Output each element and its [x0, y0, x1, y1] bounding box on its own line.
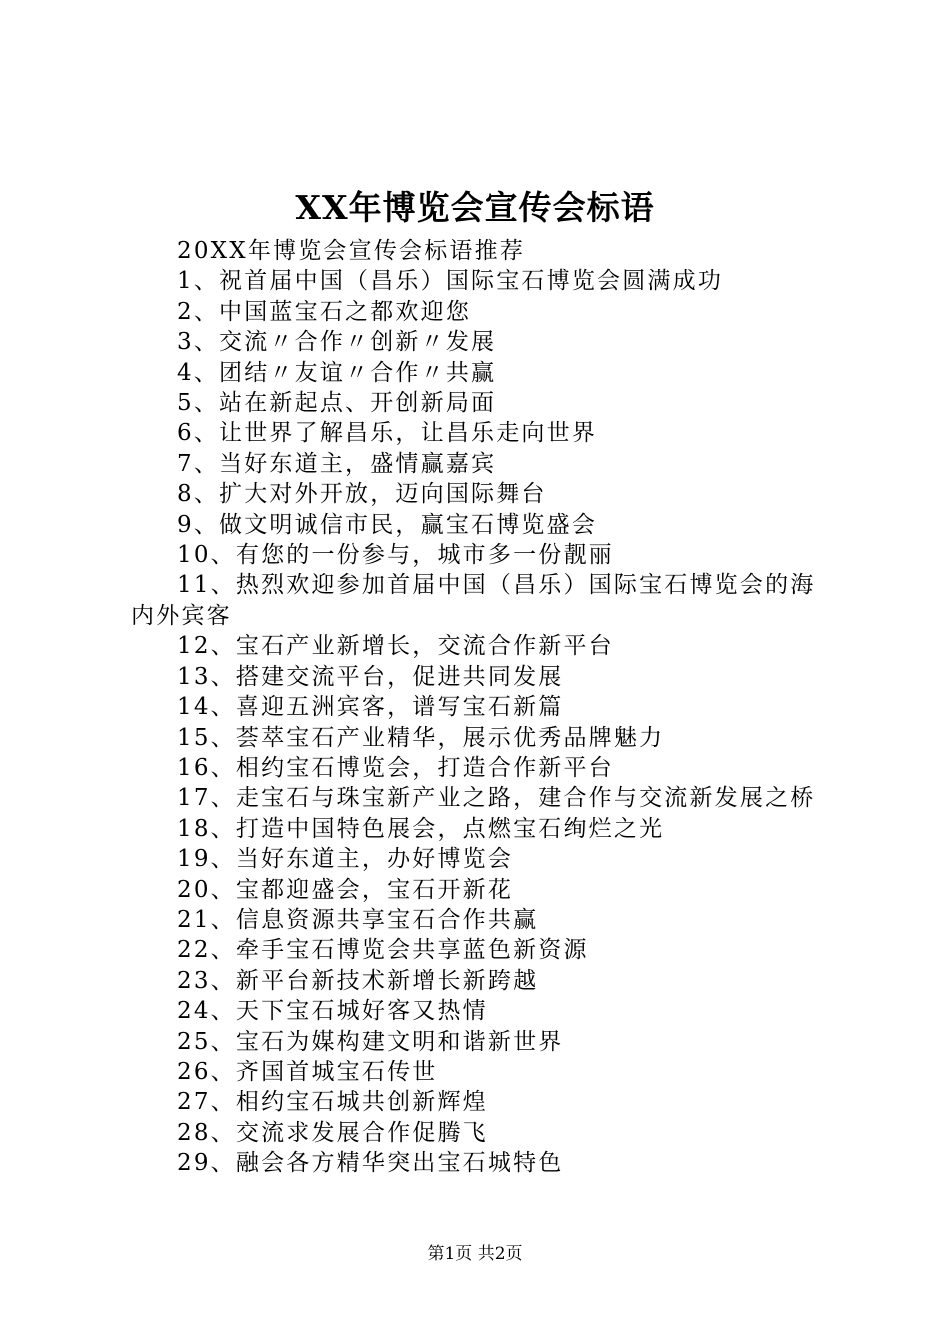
slogan-item: 27、相约宝石城共创新辉煌 — [177, 1089, 488, 1116]
slogan-item: 12、宝石产业新增长，交流合作新平台 — [177, 633, 614, 660]
slogan-item: 11、热烈欢迎参加首届中国（昌乐）国际宝石博览会的海内外宾客 — [131, 572, 816, 629]
slogan-item: 17、走宝石与珠宝新产业之路，建合作与交流新发展之桥 — [177, 785, 816, 812]
slogan-item: 4、团结〃友谊〃合作〃共赢 — [177, 359, 497, 386]
page-footer: 第1页 共2页 — [427, 1244, 523, 1264]
slogan-item: 24、天下宝石城好客又热情 — [177, 998, 488, 1025]
slogan-item: 23、新平台新技术新增长新跨越 — [177, 967, 539, 994]
slogan-item: 26、齐国首城宝石传世 — [177, 1058, 438, 1085]
slogan-item: 21、信息资源共享宝石合作共赢 — [177, 906, 539, 933]
intro-line: 20XX年博览会宣传会标语推荐 — [177, 238, 526, 264]
slogan-item: 25、宝石为媒构建文明和谐新世界 — [177, 1028, 564, 1055]
slogan-item: 6、让世界了解昌乐，让昌乐走向世界 — [177, 420, 598, 447]
document-body — [131, 236, 831, 1179]
slogan-item: 2、中国蓝宝石之都欢迎您 — [177, 298, 472, 325]
slogan-item: 19、当好东道主，办好博览会 — [177, 846, 514, 873]
document-title: XX年博览会宣传会标语 — [295, 188, 655, 227]
slogan-item: 14、喜迎五洲宾客，谱写宝石新篇 — [177, 694, 564, 721]
slogan-item: 7、当好东道主，盛情赢嘉宾 — [177, 450, 497, 477]
slogan-item: 22、牵手宝石博览会共享蓝色新资源 — [177, 937, 589, 964]
slogan-item: 5、站在新起点、开创新局面 — [177, 390, 497, 417]
slogan-item: 10、有您的一份参与，城市多一份靓丽 — [177, 542, 614, 569]
slogan-item: 1、祝首届中国（昌乐）国际宝石博览会圆满成功 — [177, 268, 724, 295]
slogan-item: 15、荟萃宝石产业精华，展示优秀品牌魅力 — [177, 724, 665, 751]
slogan-item: 29、融会各方精华突出宝石城特色 — [177, 1150, 564, 1177]
slogan-item: 3、交流〃合作〃创新〃发展 — [177, 329, 497, 356]
slogan-item: 20、宝都迎盛会，宝石开新花 — [177, 876, 514, 903]
slogan-item: 18、打造中国特色展会，点燃宝石绚烂之光 — [177, 815, 665, 842]
slogan-item: 16、相约宝石博览会，打造合作新平台 — [177, 754, 614, 781]
slogan-item: 28、交流求发展合作促腾飞 — [177, 1119, 488, 1146]
slogan-item: 8、扩大对外开放，迈向国际舞台 — [177, 481, 547, 508]
slogan-item: 13、搭建交流平台，促进共同发展 — [177, 663, 564, 690]
slogan-item: 9、做文明诚信市民，赢宝石博览盛会 — [177, 511, 598, 538]
